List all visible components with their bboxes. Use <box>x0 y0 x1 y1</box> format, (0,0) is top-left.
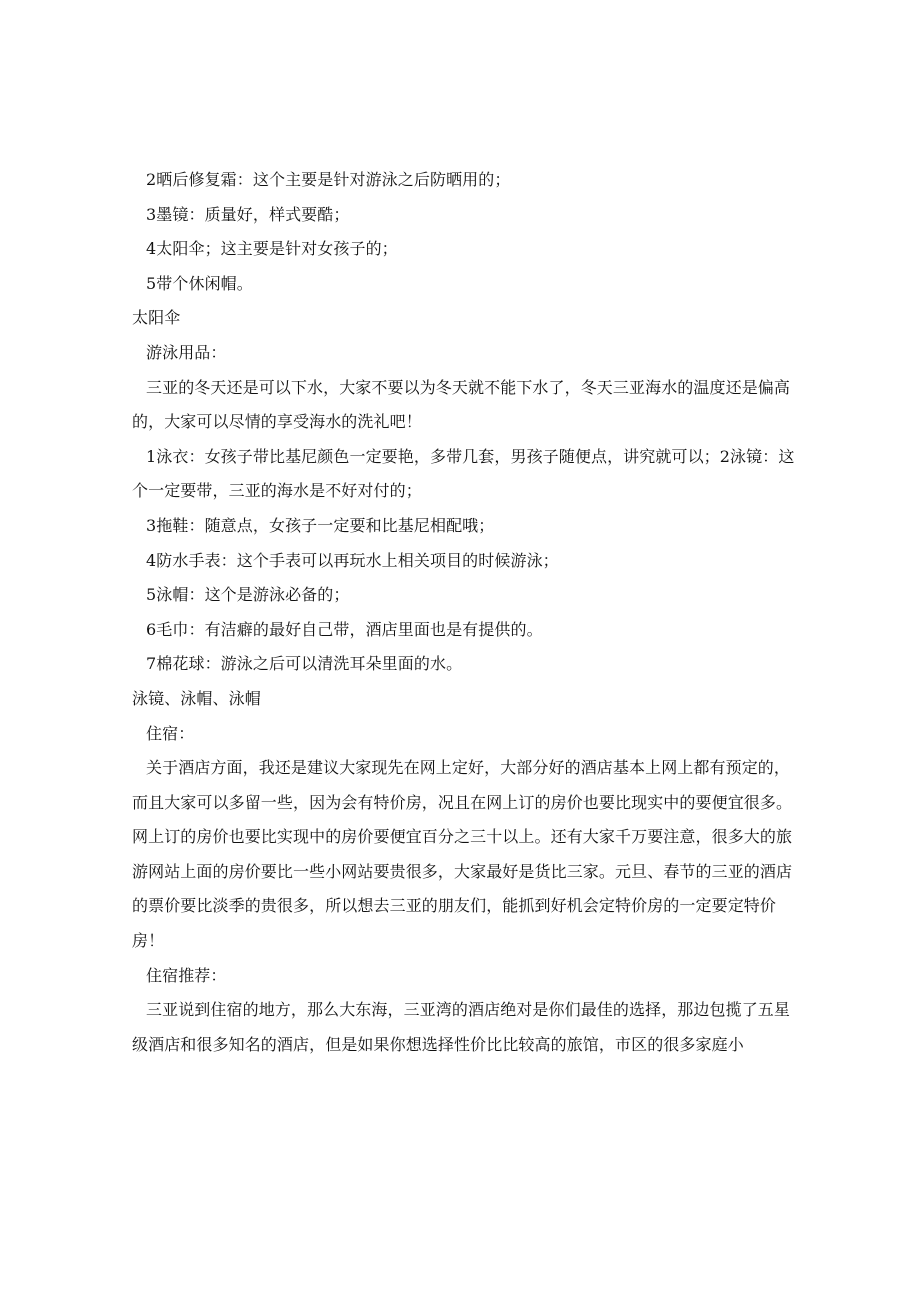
paragraph-swimsuit-goggles: 1泳衣：女孩子带比基尼颜色一定要艳，多带几套，男孩子随便点，讲究就可以；2泳镜：这个一定要带，三亚的海水是不好对付的； <box>132 446 795 501</box>
paragraph-accommodation-recommend-title: 住宿推荐： <box>146 965 227 985</box>
document-body <box>132 163 804 1062</box>
paragraph-cotton-balls: 7棉花球：游泳之后可以清洗耳朵里面的水。 <box>146 654 463 674</box>
paragraph-parasol: 4太阳伞；这主要是针对女孩子的； <box>146 239 398 259</box>
paragraph-waterproof-watch: 4防水手表：这个手表可以再玩水上相关项目的时候游泳； <box>146 550 559 570</box>
paragraph-accommodation-recommend: 三亚说到住宿的地方，那么大东海，三亚湾的酒店绝对是你们最佳的选择，那边包揽了五星级酒店和很多知名的酒店，但是如果你想选择性价比比较高的旅馆，市区的很多家庭小 <box>132 1000 791 1054</box>
paragraph-swim-cap: 5泳帽：这个是游泳必备的； <box>146 585 350 605</box>
section-heading-parasol: 太阳伞 <box>132 308 181 328</box>
paragraph-accommodation-title: 住宿： <box>146 723 195 743</box>
paragraph-sunglasses: 3墨镜：质量好，样式要酷； <box>146 204 350 224</box>
paragraph-aftersun-cream: 2晒后修复霜：这个主要是针对游泳之后防晒用的； <box>146 170 511 189</box>
paragraph-slippers: 3拖鞋：随意点，女孩子一定要和比基尼相配哦； <box>146 515 495 535</box>
paragraph-winter-swimming: 三亚的冬天还是可以下水，大家不要以为冬天就不能下水了，冬天三亚海水的温度还是偏高的，大家可以尽情的享受海水的洗礼吧！ <box>132 377 791 432</box>
section-heading-goggles-caps: 泳镜、泳帽、泳帽 <box>132 688 261 708</box>
paragraph-swimming-gear-title: 游泳用品： <box>146 342 227 362</box>
paragraph-hotel-booking: 关于酒店方面，我还是建议大家现先在网上定好，大部分好的酒店基本上网上都有预定的，而且大家可以多留一些，因为会有特价房，况且在网上订的房价也要比现实中的要便宜很多。网上订的房价也要比实现中的房价要便宜百分之三十以上。还有大家千万要注意，很多大的旅游网站上面的房价要比一些小网站要贵很多，大家最好是货比三家。元旦、春节的三亚的酒店的票价要比淡季的贵很多，所以想去三亚的朋友们，能抓到好机会定特价房的一定要定特价房！ <box>132 758 793 951</box>
paragraph-casual-hat: 5带个休闲帽。 <box>146 273 253 293</box>
paragraph-towel: 6毛巾：有洁癖的最好自己带，酒店里面也是有提供的。 <box>146 619 543 639</box>
